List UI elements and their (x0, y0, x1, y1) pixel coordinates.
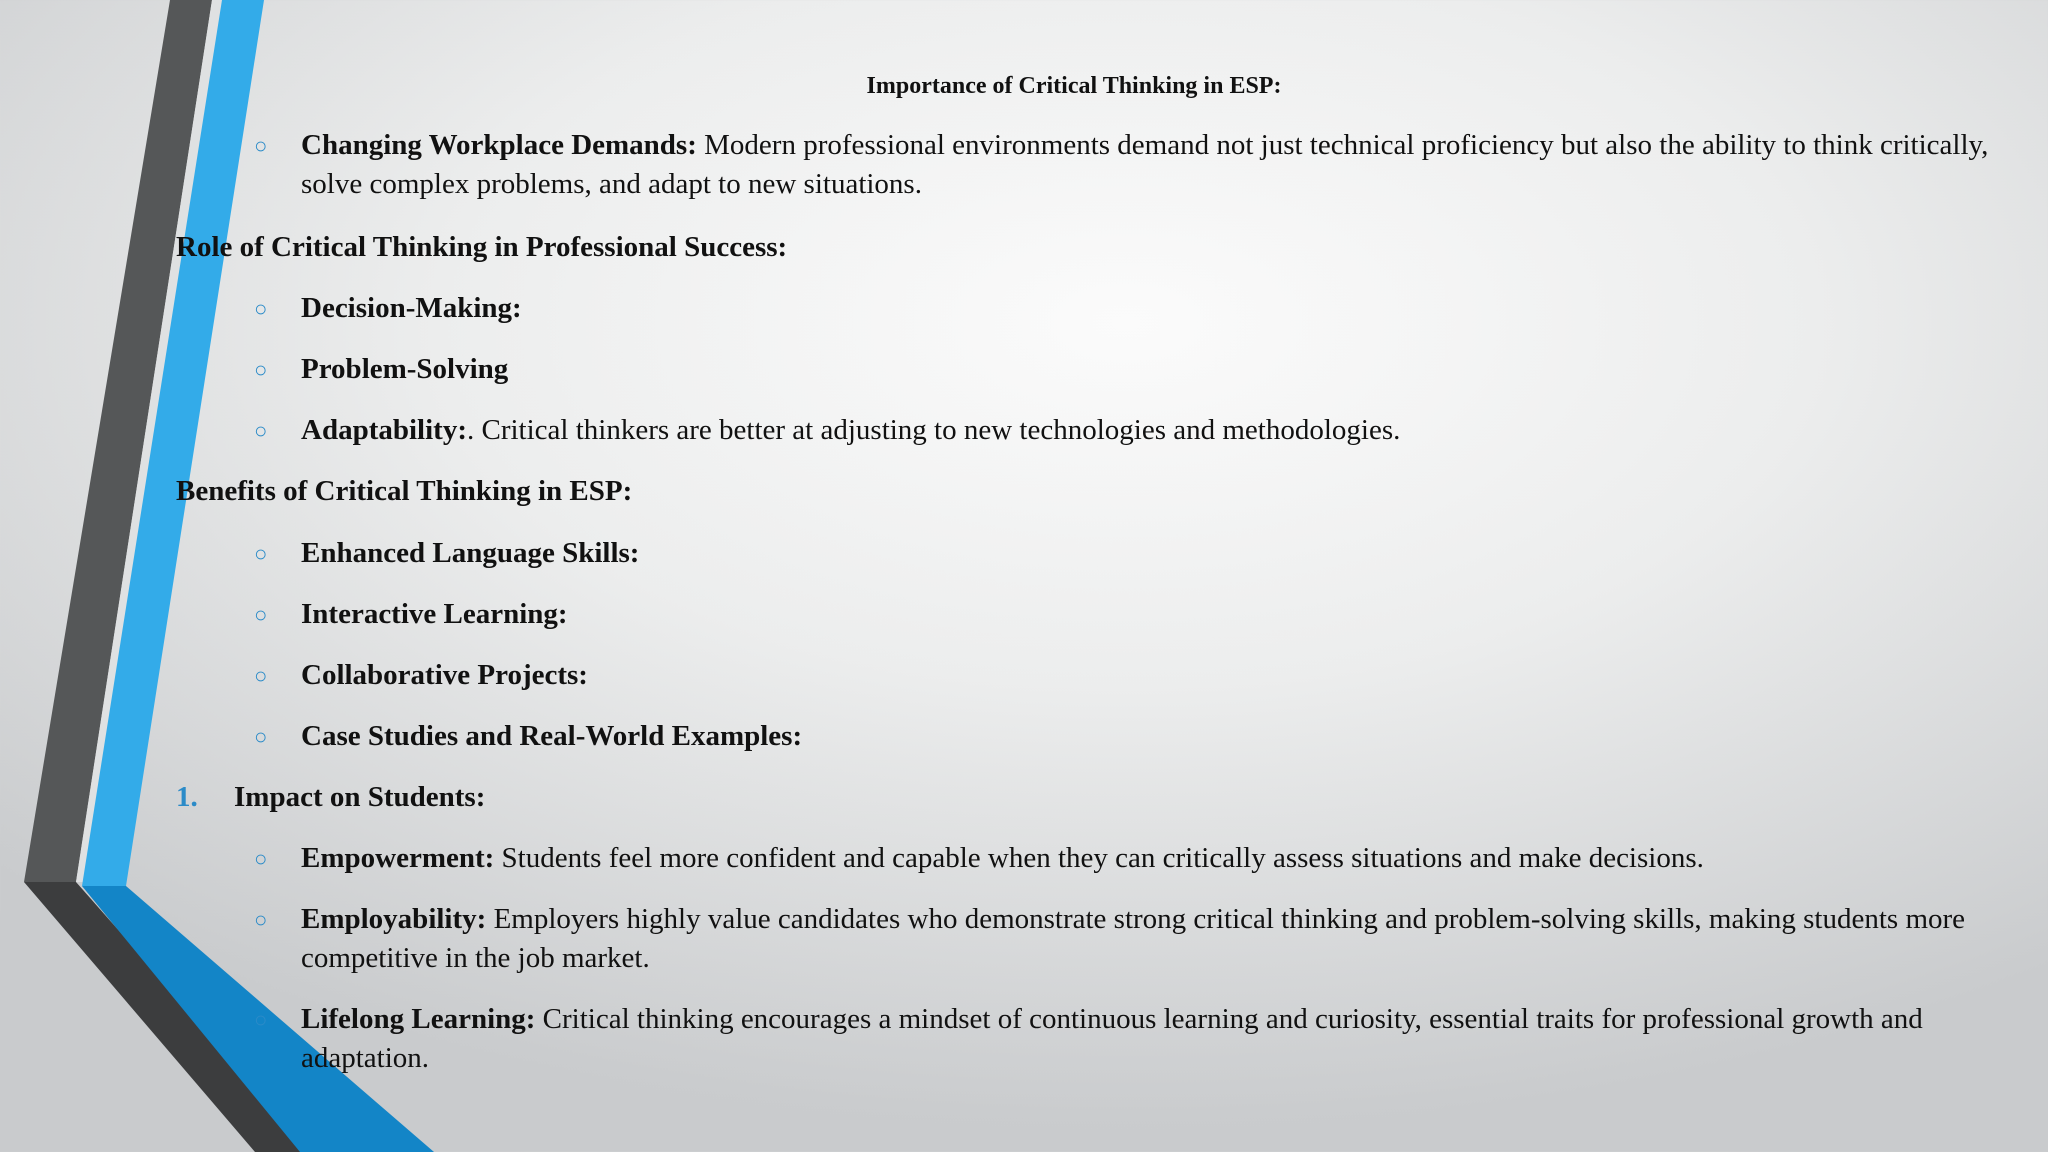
section-heading: Benefits of Critical Thinking in ESP: (176, 475, 633, 507)
numbered-heading: Impact on Students: (234, 781, 486, 813)
bullet-item-label: Collaborative Projects: (301, 659, 588, 691)
bullet-marker: ○ (254, 296, 268, 321)
bullet-item-text: Students feel more confident and capable when they can critically assess situations and make decisions. (494, 842, 1704, 874)
bullet-item-label: Enhanced Language Skills: (301, 537, 640, 569)
list-number: 1. (176, 781, 198, 813)
bullet-item-label: Interactive Learning: (301, 598, 568, 630)
bullet-item (301, 350, 2001, 389)
bullet-item-text: Employers highly value candidates who demonstrate strong critical thinking and problem-solving skills, making students more competitive in the job market. (301, 903, 1966, 974)
bullet-item (301, 126, 2001, 204)
bullet-item (301, 595, 2001, 634)
bullet-item (301, 900, 2001, 978)
bullet-item-label: Adaptability: (301, 414, 467, 446)
bullet-marker: ○ (254, 133, 268, 158)
bullet-item-label: Changing Workplace Demands: (301, 129, 697, 161)
section-heading: Role of Critical Thinking in Professional Success: (176, 231, 788, 263)
bullet-item (301, 534, 2001, 573)
bullet-item-label: Decision-Making: (301, 292, 522, 324)
bullet-item-text: . Critical thinkers are better at adjusting to new technologies and methodologies. (466, 414, 1401, 446)
bullet-item-text: Critical thinking encourages a mindset of continuous learning and curiosity, essential traits for professional growth and adaptation. (301, 1003, 1923, 1074)
bullet-item (301, 839, 2001, 878)
bullet-marker: ○ (254, 907, 268, 932)
slide-title: Importance of Critical Thinking in ESP: (866, 73, 1282, 99)
bullet-item-label: Case Studies and Real-World Examples: (301, 720, 803, 752)
bullet-item (301, 1000, 2001, 1078)
bullet-marker: ○ (254, 357, 268, 382)
bullet-marker: ○ (254, 663, 268, 688)
bullet-marker: ○ (254, 541, 268, 566)
bullet-marker: ○ (254, 724, 268, 749)
bullet-item (301, 289, 2001, 328)
bullet-item (301, 717, 2001, 756)
bullet-item (301, 411, 2001, 450)
bullet-marker: ○ (254, 846, 268, 871)
bullet-marker: ○ (254, 418, 268, 443)
bullet-item-text: Modern professional environments demand not just technical proficiency but also the ability to think critically, solve complex problems, and adapt to new situations. (301, 129, 1989, 200)
bullet-marker: ○ (254, 602, 268, 627)
bullet-item-label: Empowerment: (301, 842, 495, 874)
bullet-item-label: Problem-Solving (301, 353, 509, 385)
bullet-marker: ○ (254, 1007, 268, 1032)
bullet-item (301, 656, 2001, 695)
bullet-item-label: Employability: (301, 903, 487, 935)
bullet-item-label: Lifelong Learning: (301, 1003, 536, 1035)
